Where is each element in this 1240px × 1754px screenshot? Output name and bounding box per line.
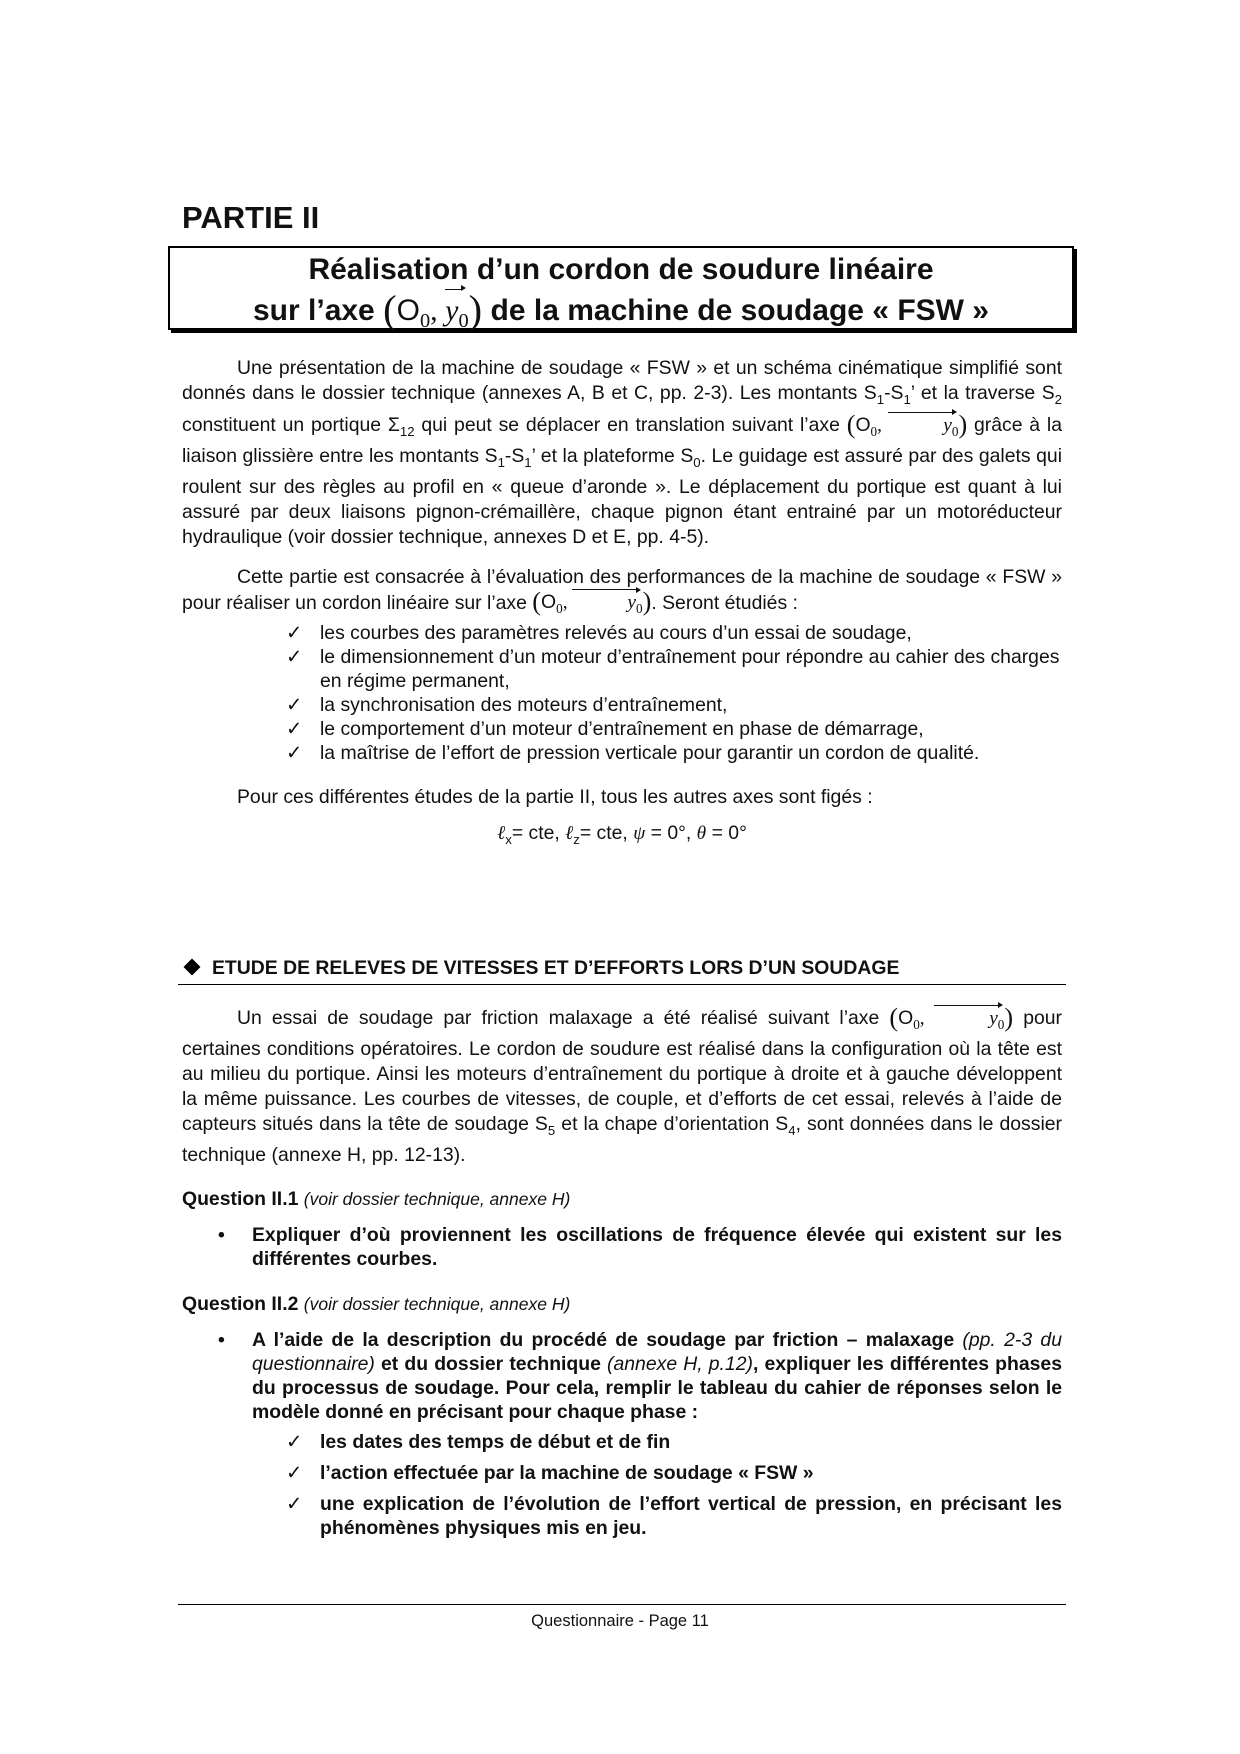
axis-formula: ($O_0$, $y_0$)	[383, 287, 483, 332]
check-icon: ✓	[286, 622, 303, 645]
question-1-bullet: • Expliquer d’où proviennent les oscillations de fréquence élevée qui existent sur les différentes courbes.	[218, 1223, 1062, 1270]
list-item: ✓ les dates des temps de début et de fin	[286, 1430, 671, 1453]
check-icon: ✓	[286, 646, 303, 669]
axis-formula: ($O_0$, $y_0$)	[889, 1003, 1014, 1032]
list-item: ✓ le comportement d’un moteur d’entraînement en phase de démarrage,	[286, 718, 924, 741]
check-icon: ✓	[286, 694, 303, 717]
diamond-bullet-icon	[184, 959, 201, 976]
question-1-heading: Question II.1 (voir dossier technique, annexe H)	[182, 1187, 571, 1210]
section-paragraph: Un essai de soudage par friction malaxage a été réalisé suivant l’axe ($O_0$, $y_0$) pour certaines conditions opératoires. Le cordon de soudure est réalisé dans la configuration où la tête est au milieu du portique. Ainsi les moteurs d’entraînement du portique à droite et à gauche développent la même puissance. Les courbes de vitesses, de couple, et d’efforts de cet essai, relevés à l’aide de capteurs situés dans la tête de soudage $S_5$ et la chape d’orientation $S_4$, sont données dans le dossier technique (annexe H, pp. 12-13).	[182, 1003, 1062, 1166]
list-item: ✓ la maîtrise de l’effort de pression verticale pour garantir un cordon de qualité.	[286, 742, 980, 765]
intro-paragraph-1: Une présentation de la machine de soudage « FSW » et un schéma cinématique simplifié sont donnés dans le dossier technique (annexes A, B et C, pp. 2-3). Les montants $S_1-S_1$’ et la traverse $S_2$ constituent un portique $\Sigma_{12}$ qui peut se déplacer en translation suivant l’axe ($O_0$, $y_0$) grâce à la liaison glissière entre les montants $S_1-S_1$’ et la plateforme $S_0$. Le guidage est assuré par des galets qui roulent sur des règles au profil en « queue d’aronde ». Le déplacement du portique est quant à lui assuré par deux liaisons pignon-crémaillère, chaque pignon étant entrainé par un motoréducteur hydraulique (voir dossier technique, annexes D et E, pp. 4-5).	[182, 357, 1062, 548]
part-title: PARTIE II	[182, 200, 320, 235]
list-item: ✓ une explication de l’évolution de l’effort vertical de pression, en précisant les phénomènes physiques mis en jeu.	[286, 1492, 1062, 1539]
studies-list	[182, 621, 1062, 765]
list-item: ✓ la synchronisation des moteurs d’entraînement,	[286, 694, 728, 717]
axis-formula: ($O_0$, $y_0$)	[532, 587, 652, 617]
section-heading: ETUDE DE RELEVES DE VITESSES ET D’EFFORTS LORS D’UN SOUDAGE	[178, 957, 1066, 985]
section-body	[182, 1005, 1062, 1547]
axis-formula: ($O_0$, $y_0$)	[846, 409, 968, 439]
list-item: ✓ les courbes des paramètres relevés au cours d’un essai de soudage,	[286, 622, 912, 645]
check-icon: ✓	[286, 718, 303, 741]
question-2-heading: Question II.2 (voir dossier technique, annexe H)	[182, 1292, 571, 1315]
page-footer: Questionnaire - Page 11	[531, 1612, 709, 1630]
question-2-subitems	[182, 1430, 1062, 1540]
fixed-axes-equation: ℓ$_x$= cte, ℓ$_z$= cte, ψ = 0°, θ = 0°	[497, 822, 747, 848]
title-line-2: sur l’axe ($O_0$, $y_0$) de la machine de soudage « FSW »	[253, 287, 989, 332]
check-icon: ✓	[286, 742, 303, 765]
check-icon: ✓	[286, 1492, 303, 1515]
footer-divider	[178, 1604, 1066, 1605]
question-2-bullet: • A l’aide de la description du procédé de soudage par friction – malaxage (pp. 2-3 du questionnaire) et du dossier technique (annexe H, p.12), expliquer les différentes phases du processus de soudage. Pour cela, remplir le tableau du cahier de réponses selon le modèle donné en précisant pour chaque phase :	[218, 1328, 1063, 1423]
check-icon: ✓	[286, 1461, 303, 1484]
list-item: ✓ le dimensionnement d’un moteur d’entraînement pour répondre au cahier des charges en régime permanent,	[286, 646, 1060, 693]
intro-paragraph-2: Cette partie est consacrée à l’évaluation des performances de la machine de soudage « FSW » pour réaliser un cordon linéaire sur l’axe ($O_0$, $y_0$). Seront étudiés :	[182, 565, 1062, 617]
bullet-icon: •	[218, 1223, 225, 1246]
intro-section	[182, 356, 1062, 847]
title-line-1: Réalisation d’un cordon de soudure linéaire	[308, 253, 934, 286]
list-item: ✓ l’action effectuée par la machine de soudage « FSW »	[286, 1461, 814, 1484]
bullet-icon: •	[218, 1328, 225, 1351]
title-box	[168, 246, 1074, 330]
fixed-axes-text: Pour ces différentes études de la partie II, tous les autres axes sont figés :	[237, 786, 873, 809]
check-icon: ✓	[286, 1430, 303, 1453]
